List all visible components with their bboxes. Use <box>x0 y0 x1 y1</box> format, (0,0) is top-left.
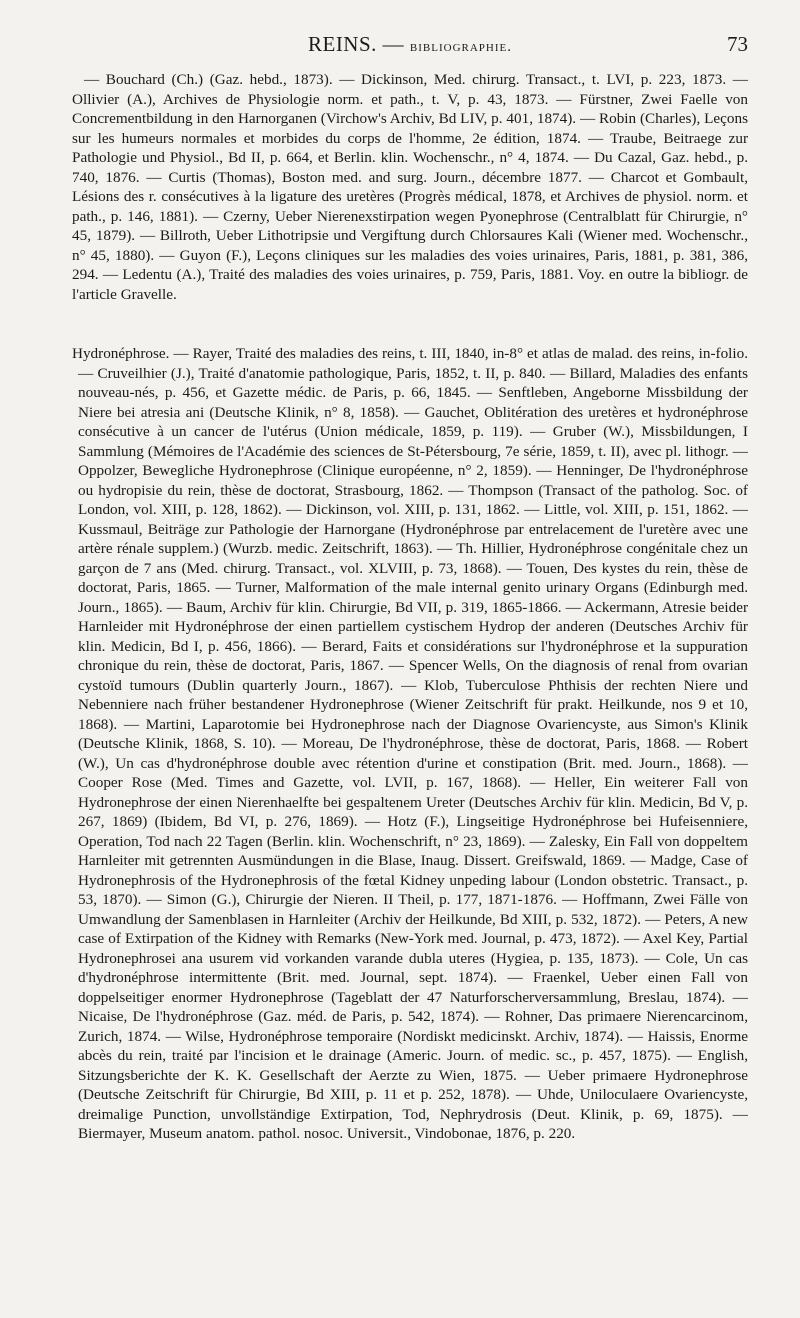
bibliography-paragraph: Hydronéphrose. — Rayer, Traité des maladies des reins, t. III, 1840, in-8° et atlas de malad. des reins, in-folio. — Cruveilhier (J.), Traité d'anatomie pathologique, Paris, 1852, t. II, p. 840. — Billard, Maladies des enfants nouveau-nés, p. 456, et Gazette médic. de Paris, p. 66, 1845. — Senftleben, Angeborne Missbildung der Niere bei atresia ani (Deutsche Klinik, n° 8, 1858). — Gauchet, Oblitération des uretères et hydronéphrose consécutive à un cancer de l'utérus (Union médicale, 1859, p. 119). — Gruber (W.), Missbildungen, I Sammlung (Mémoires de l'Académie des sciences de St-Pétersbourg, 7e série, 1859, t. II), avec pl. lithogr. — Oppolzer, Bewegliche Hydronephrose (Clinique européenne, n° 2, 1859). — Henninger, De l'hydronéphrose ou hydropisie du rein, thèse de doctorat, Strasbourg, 1862. — Thompson (Transact of the patholog. Soc. of London, vol. XIII, p. 128, 1862). — Dickinson, vol. XIII, p. 131, 1862. — Little, vol. XIII, p. 151, 1862. — Kussmaul, Beiträge zur Pathologie der Harnorgane (Hydronéphrose par entrelacement de l'uretère avec une artère rénale supplem.) (Wurzb. medic. Zeitschrift, 1863). — Th. Hillier, Hydronéphrose congénitale chez un garçon de 7 ans (Med. chirurg. Transact., vol. XLVIII, p. 73, 1868). — Touen, Des kystes du rein, thèse de doctorat, Paris, 1865. — Turner, Malformation of the male internal genito urinary Organs (Edinburgh med. Journ., 1865). — Baum, Archiv für klin. Chirurgie, Bd VII, p. 319, 1865-1866. — Ackermann, Atresie beider Harnleider mit Hydronéphrose der einen partiellem cystischem Hydrop der anderen (Deutsches Archiv für klin. Medicin, Bd I, p. 456, 1866). — Berard, Faits et considérations sur l'hydronéphrose et la suppuration chronique du rein, thèse de doctorat, Paris, 1867. — Spencer Wells, On the diagnosis of renal from ovarian cystoïd tumours (Dublin quarterly Journ., 1867). — Klob, Tuberculose Phthisis der rechten Niere und Nebenniere nach früher bestandener Hydronephrose (Wiener Zeitschrift für prakt. Heilkunde, nos 9 et 10, 1868). — Martini, Laparotomie bei Hydronephrose nach der Diagnose Ovariencyste, aus Simon's Klinik (Deutsche Klinik, 1868, S. 10). — Moreau, De l'hydronéphrose, thèse de doctorat, Paris, 1868. — Robert (W.), Un cas d'hydronéphrose double avec rétention d'urine et constipation (Brit. med. Journ., 1868). — Cooper Rose (Med. Times and Gazette, vol. LVII, p. 167, 1868). — Heller, Ein weiterer Fall von Hydronephrose der einen Nierenhaelfte bei gespaltenem Ureter (Deutsches Archiv für klin. Medicin, Bd V, p. 267, 1869) (Ibidem, Bd VI, p. 276, 1869). — Hotz (F.), Lingseitige Hydronéphrose bei Hufeisenniere, Operation, Tod nach 22 Tagen (Berlin. klin. Wochenschrift, n° 23, 1869). — Zalesky, Ein Fall von doppeltem Harnleiter mit getrennten Ausmündungen in die Blase, Inaug. Dissert. Greifswald, 1869. — Madge, Case of Hydronephrosis of the Hydronephrosis of the fœtal Kidney unpeding labour (London obstetric. Transact., p. 53, 1870). — Simon (G.), Chirurgie der Nieren. II Theil, p. 177, 1871-1876. — Hoffmann, Zwei Fälle von Umwandlung der Samenblasen in Harnleiter (Archiv der Heilkunde, Bd XIII, p. 532, 1872). — Peters, A new case of Extirpation of the Kidney with Remarks (New-York med. Journal, p. 473, 1872). — Axel Key, Partial Hydronephrosei ana usurem vid vorkanden varande dubla uteres (Hygiea, p. 135, 1873). — Cole, Un cas d'hydronéphrose intermittente (Brit. med. Journal, sept. 1874). — Fraenkel, Ueber einen Fall von doppelseitiger enormer Hydronephrose (Tageblatt der 47 Naturforscherversammlung, Breslau, 1874). — Nicaise, De l'hydronéphrose (Gaz. méd. de Paris, p. 542, 1874). — Rohner, Das primaere Nierencarcinom, Zurich, 1874. — Wilse, Hydronéphrose temporaire (Nordiskt medicinskt. Archiv, 1874). — Haissis, Enorme abcès du rein, traité par l'incision et le drainage (Americ. Journ. of medic. sc., p. 457, 1875). — English, Sitzungsberichte der K. K. Gesellschaft der Aerzte zu Wien, 1875. — Ueber primaere Hydronephrose (Deutsche Zeitschrift für Chirurgie, Bd XIII, p. 11 et p. 252, 1878). — Uhde, Uniloculaere Ovariencyste, dreimalige Punction, unvollständige Extirpation, Tod, Nephrydrosis (Deut. Klinik, p. 69, 1875). — Biermayer, Museum anatom. pathol. nosoc. Universit., Vindobonae, 1876, p. 220. <box>72 345 748 1142</box>
running-head-separator: — <box>376 32 410 56</box>
running-head-sub: bibliographie. <box>409 39 513 55</box>
running-head-main: REINS. <box>307 32 377 56</box>
page-header <box>72 32 748 62</box>
bibliography-block-hydronephrose <box>72 344 748 1144</box>
bibliography-block-reins <box>72 70 748 304</box>
running-head <box>72 32 748 57</box>
bibliography-paragraph: — Bouchard (Ch.) (Gaz. hebd., 1873). — Dickinson, Med. chirurg. Transact., t. LVI, p. 223, 1873. — Ollivier (A.), Archives de Physiologie norm. et path., t. V, p. 43, 1873. — Fürstner, Zwei Faelle von Concrementbildung in den Harnorganen (Virchow's Archiv, Bd LIV, p. 401, 1874). — Robin (Charles), Leçons sur les humeurs normales et morbides du corps de l'homme, 2e édition, 1874. — Traube, Beitraege zur Pathologie und Physiol., Bd II, p. 664, et Berlin. klin. Wochenschr., n° 4, 1874. — Du Cazal, Gaz. hebd., p. 740, 1876. — Curtis (Thomas), Boston med. and surg. Journ., décembre 1877. — Charcot et Gombault, Lésions des r. consécutives à la ligature des uretères (Progrès médical, 1878, et Archives de physiol. norm. et path., p. 146, 1881). — Czerny, Ueber Nierenexstirpation wegen Pyonephrose (Centralblatt für Chirurgie, n° 45, 1879). — Billroth, Ueber Lithotripsie und Vergiftung durch Chlorsaures Kali (Wiener med. Wochenschr., n° 45, 1880). — Guyon (F.), Leçons cliniques sur les maladies des voies urinaires, Paris, 1881, p. 381, 386, 294. — Ledentu (A.), Traité des maladies des voies urinaires, p. 759, Paris, 1881. Voy. en outre la bibliogr. de l'article Gravelle. <box>72 71 748 303</box>
page-number: 73 <box>727 32 748 56</box>
